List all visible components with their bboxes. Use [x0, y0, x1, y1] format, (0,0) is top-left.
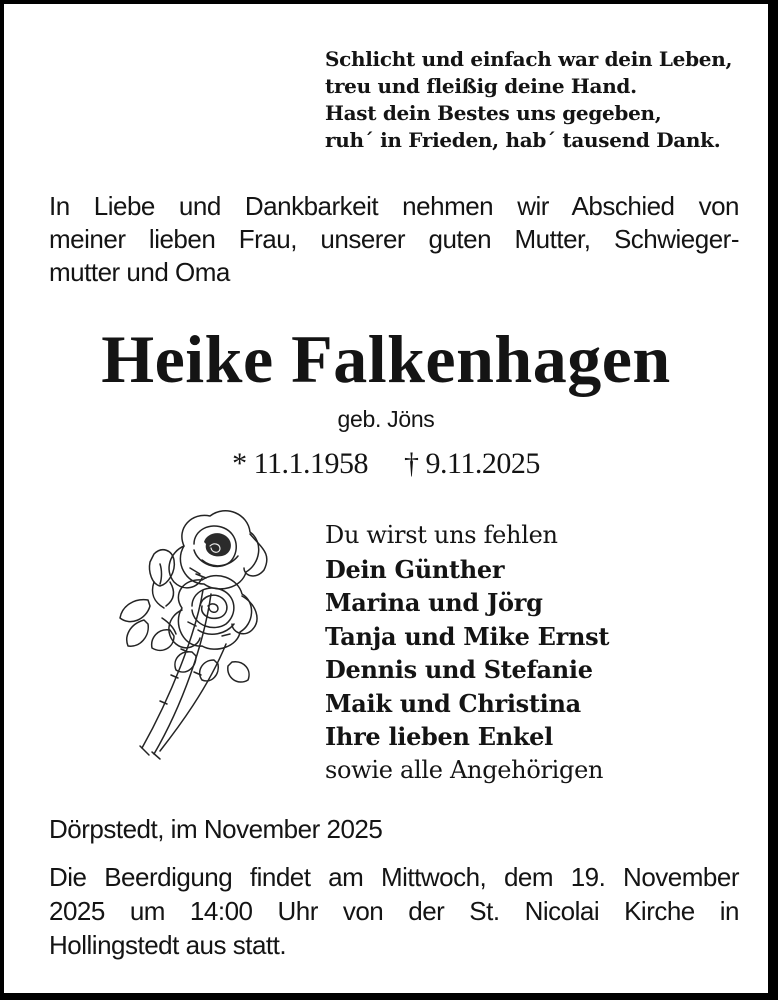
poem-line: Schlicht und einfach war dein Leben, [325, 47, 733, 71]
funeral-line: Die Beerdigung findet am Mittwoch, dem 19. November [49, 862, 739, 892]
mourner-name: Dennis und Stefanie [325, 655, 593, 684]
memorial-poem [325, 46, 732, 154]
rose-sketch-illustration [104, 502, 324, 770]
mourner-name: Marina und Jörg [325, 588, 543, 617]
intro-line: meiner lieben Frau, unserer guten Mutter, Schwieger- [49, 224, 739, 254]
intro-paragraph [49, 190, 739, 289]
mourner-name: Tanja und Mike Ernst [325, 621, 610, 651]
mourner-name: Maik und Christina [325, 688, 581, 718]
farewell-closing: sowie alle Angehörigen [325, 755, 604, 784]
funeral-line: Hollingstedt aus statt. [49, 930, 287, 960]
funeral-line: 2025 um 14:00 Uhr von der St. Nicolai Kirche in [49, 896, 739, 926]
deceased-name: Heike Falkenhagen [101, 321, 671, 397]
funeral-info [49, 860, 739, 962]
death-date: † 9.11.2025 [404, 447, 540, 480]
mourners-block [325, 519, 609, 787]
rose-icon [104, 502, 324, 770]
mourner-name: Ihre lieben Enkel [325, 722, 553, 751]
mourner-name: Dein Günther [325, 554, 505, 584]
life-dates [4, 447, 768, 481]
poem-line: Hast dein Bestes uns gegeben, [325, 101, 662, 125]
place-date-line: Dörpstedt, im November 2025 [49, 814, 383, 844]
poem-line: treu und fleißig deine Hand. [325, 74, 637, 98]
maiden-name: geb. Jöns [337, 406, 435, 432]
poem-line: ruh´ in Frieden, hab´ tausend Dank. [325, 128, 721, 152]
intro-line: mutter und Oma [49, 257, 230, 287]
intro-line: In Liebe und Dankbarkeit nehmen wir Abschied von [49, 191, 739, 221]
birth-date: * 11.1.1958 [232, 447, 368, 480]
farewell-lead: Du wirst uns fehlen [325, 521, 558, 549]
